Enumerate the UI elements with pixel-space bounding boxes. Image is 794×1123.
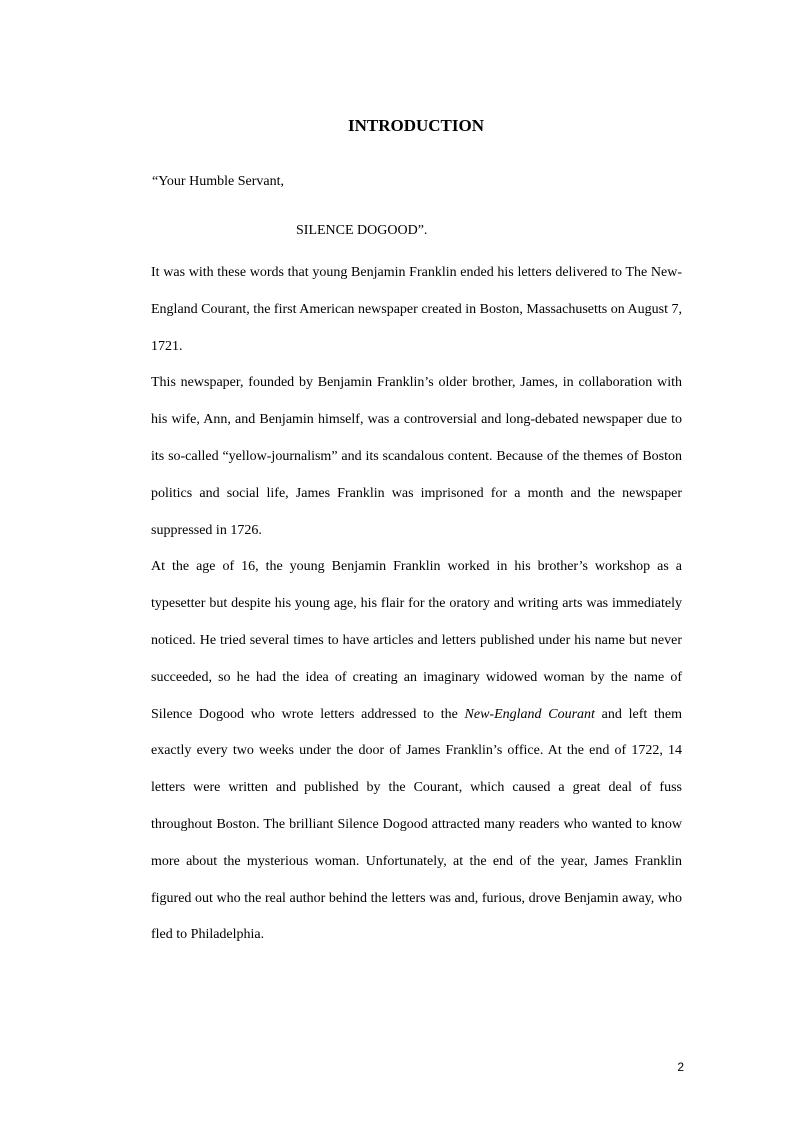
paragraph-1: It was with these words that young Benjamin Franklin ended his letters delivered to The New-England Courant, the first American newspaper created in Boston, Massachusetts on August 7, 1721. bbox=[151, 265, 682, 354]
page-number: 2 bbox=[677, 1060, 684, 1074]
page-title: INTRODUCTION bbox=[347, 116, 485, 135]
newspaper-title-italic: New-England Courant bbox=[464, 706, 595, 722]
paragraph-2: This newspaper, founded by Benjamin Franklin’s older brother, James, in collaboration with his wife, Ann, and Benjamin himself, was a controversial and long-debated newspaper due to its so-called “yellow-journalism” and its scandalous content. Because of the themes of Boston politics and social life, James Franklin was imprisoned for a month and the newspaper suppressed in 1726. bbox=[151, 375, 682, 538]
body-text bbox=[151, 255, 682, 954]
letter-signature: SILENCE DOGOOD”. bbox=[296, 223, 428, 238]
paragraph-3-text-end: and left them exactly every two weeks under the door of James Franklin’s office. At the end of 1722, 14 letters were written and published by the Courant, which caused a great deal of fuss throughout Boston. The brilliant Silence Dogood attracted many readers who wanted to know more about the mysterious woman. Unfortunately, at the end of the year, James Franklin figured out who the real author behind the letters was and, furious, drove Benjamin away, who fled to Philadelphia. bbox=[151, 706, 682, 943]
paragraph-3 bbox=[151, 549, 682, 954]
paragraph-3-text-start: At the age of 16, the young Benjamin Franklin worked in his brother’s workshop as a typesetter but despite his young age, his flair for the oratory and writing arts was immediately noticed. He tried several times to have articles and letters published under his name but never succeeded, so he had the idea of creating an imaginary widowed woman by the name of Silence Dogood who wrote letters addressed to the bbox=[151, 559, 682, 722]
letter-closing-salutation: “Your Humble Servant, bbox=[152, 174, 284, 189]
